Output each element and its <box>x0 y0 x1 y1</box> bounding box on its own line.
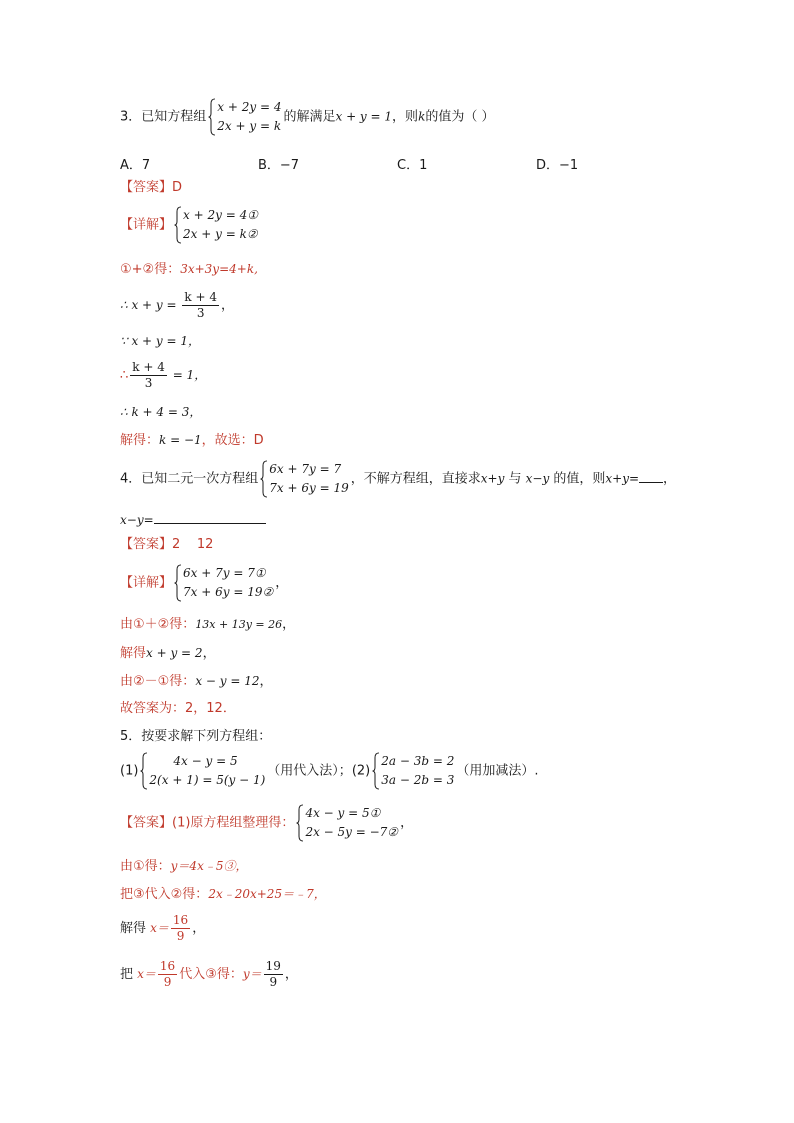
frac-num: 19 <box>265 959 281 973</box>
q3-step2-post: ， <box>220 298 234 313</box>
q3-step1 <box>120 260 258 279</box>
q4-step2-tail: ， <box>202 646 216 661</box>
q3-system <box>208 98 281 136</box>
q5-step4-x: x＝ <box>137 967 156 981</box>
answer-text: (1)原方程组整理得： <box>172 815 295 831</box>
q5-answer-system <box>296 804 398 842</box>
q4-xmy: x−y <box>525 471 550 486</box>
q3-detail-eq1: x + 2y = 4① <box>183 208 258 222</box>
q4-step2-expr: x + y = 2 <box>146 646 203 660</box>
q5-step1-label: 由①得： <box>120 859 171 874</box>
q3-option-a: A．7 <box>120 158 151 173</box>
q4-prefix: 4．已知二元一次方程组 <box>120 471 259 487</box>
brace-icon <box>260 460 268 498</box>
answer-value: D <box>172 180 183 195</box>
fraction <box>264 959 283 990</box>
q4-step4-text: 故答案为：2，12． <box>120 701 236 716</box>
q4-system <box>260 460 348 498</box>
q5-part2-system <box>372 752 454 790</box>
q4-step1-label: 由①＋②得： <box>120 617 196 632</box>
q3-step5-expr: ∴ k + 4 = 3， <box>120 405 202 419</box>
q5-step3-label: 解得 <box>120 921 151 936</box>
q3-eq2: 2x + y = k <box>217 119 282 133</box>
q4-step1-tail: ， <box>282 617 296 632</box>
q3-option-c: C．1 <box>397 158 428 173</box>
q4-eq2: 7x + 6y = 19 <box>269 481 349 495</box>
q5-step4-label: 把 <box>120 967 138 982</box>
q5-part1-eq1: 4x − y = 5 <box>173 754 238 768</box>
q5-answer-eq2: 2x − 5y = −7② <box>305 825 399 839</box>
brace-icon <box>208 98 216 136</box>
q4-xmy2: x−y= <box>120 513 154 527</box>
frac-num: 16 <box>159 959 176 973</box>
answer-label: 【答案】 <box>120 537 173 552</box>
frac-den: 9 <box>269 975 278 989</box>
q3-step4 <box>120 360 206 391</box>
q3-condition: x + y = 1 <box>335 109 393 124</box>
q4-step1-expr: 13x + 13y = 26 <box>195 618 283 631</box>
q4-end: ， <box>663 471 677 487</box>
q5-answer <box>120 804 413 842</box>
q3-step5 <box>120 403 201 422</box>
q3-tail1: ，则 <box>392 109 419 125</box>
q5-step2 <box>120 885 326 904</box>
q3-step6-expr: k = −1 <box>159 433 202 447</box>
q5-step1 <box>120 857 247 876</box>
q3-step4-post: = 1， <box>168 368 207 382</box>
detail-label: 【详解】 <box>120 217 173 233</box>
frac-num: 16 <box>172 913 189 927</box>
brace-icon <box>140 752 148 790</box>
q5-title <box>120 728 271 746</box>
q5-answer-eq1: 4x − y = 5① <box>305 806 381 820</box>
fraction <box>182 290 219 321</box>
q3-step1-label: ①+②得： <box>120 262 181 277</box>
q4-detail-comma: ， <box>275 575 289 591</box>
q5-step4-tail: ， <box>284 967 298 982</box>
q3-step4-pre: ∴ <box>120 368 129 383</box>
q5-step3-tail: ， <box>192 921 206 936</box>
q4-xpy2: x+y= <box>605 471 640 486</box>
frac-den: 9 <box>163 975 172 989</box>
q3-step6 <box>120 431 264 450</box>
q3-detail-system <box>174 206 258 244</box>
brace-icon <box>372 752 380 790</box>
q4-mid2: 的值，则 <box>549 471 606 487</box>
q3-eq1: x + 2y = 4 <box>217 100 282 114</box>
q4-detail-eq1: 6x + 7y = 7① <box>183 566 266 580</box>
q4-detail-eq2: 7x + 6y = 19② <box>183 585 274 599</box>
q3-tail2: 的值为（ ） <box>425 109 495 125</box>
q3-mid: 的解满足 <box>283 109 336 125</box>
q5-part2-note: （用加减法）. <box>456 763 539 779</box>
brace-icon <box>174 564 182 602</box>
q5-part1-system <box>140 752 265 790</box>
answer-label: 【答案】 <box>120 180 173 195</box>
brace-icon <box>174 206 182 244</box>
q4-step3-expr: x − y = 12 <box>195 674 260 688</box>
q5-part1-note: （用代入法）； <box>267 763 352 779</box>
frac-den: 3 <box>144 376 153 390</box>
q4-eq1: 6x + 7y = 7 <box>269 462 342 476</box>
q4-stem-line2 <box>120 510 266 530</box>
q5-part2-label: (2) <box>351 763 371 779</box>
q5-title-text: 5．按要求解下列方程组： <box>120 729 272 744</box>
q4-step2-label: 解得 <box>120 646 147 661</box>
q4-detail-system <box>174 564 273 602</box>
q5-step3 <box>120 913 205 944</box>
fraction <box>130 360 167 391</box>
q4-step3-tail: ， <box>259 674 273 689</box>
q5-part1-label: (1) <box>120 763 139 779</box>
q3-detail <box>120 206 260 244</box>
q5-part2-eq1: 2a − 3b = 2 <box>381 754 455 768</box>
q5-answer-comma: ， <box>400 815 414 831</box>
q4-step3 <box>120 672 273 691</box>
q4-mid: ，不解方程组，直接求 <box>350 471 481 487</box>
q3-step6-tail: ，故选：D <box>201 433 264 448</box>
q4-step4 <box>120 700 236 718</box>
q3-step2 <box>120 290 234 321</box>
q5-step1-expr: y＝4x﹣5③， <box>170 859 248 873</box>
answer-label: 【答案】 <box>120 815 173 831</box>
q3-detail-eq2: 2x + y = k② <box>183 227 258 241</box>
q5-step3-x: x＝ <box>150 921 169 935</box>
q4-stem <box>120 460 676 498</box>
q3-prefix: 3．已知方程组 <box>120 109 207 125</box>
q3-step1-expr: 3x+3y=4+k, <box>180 262 258 276</box>
answer-value: 2 12 <box>172 537 214 552</box>
q3-option-d: D．−1 <box>536 158 579 173</box>
q3-step6-label: 解得： <box>120 433 160 448</box>
answer-blank <box>154 510 266 524</box>
detail-label: 【详解】 <box>120 575 173 591</box>
answer-blank <box>639 469 663 483</box>
frac-num: k + 4 <box>132 360 165 374</box>
frac-den: 3 <box>196 306 205 320</box>
q4-answer <box>120 536 213 554</box>
q4-step3-label: 由②－①得： <box>120 674 196 689</box>
q5-step4-mid: 代入③得： <box>179 967 243 982</box>
q4-step2 <box>120 644 216 663</box>
frac-den: 9 <box>176 929 185 943</box>
q4-detail <box>120 564 288 602</box>
q3-step3 <box>120 332 200 351</box>
q5-step2-expr: 2x﹣20x+25＝﹣7， <box>208 887 326 901</box>
q4-step1 <box>120 616 295 634</box>
q3-step2-pre: ∴ x + y = <box>120 298 181 312</box>
q4-and: 与 <box>504 471 526 487</box>
q5-step4-y: y＝ <box>242 967 262 981</box>
brace-icon <box>296 804 304 842</box>
q3-answer <box>120 179 182 197</box>
q4-xpy: x+y <box>480 471 505 486</box>
q3-stem <box>120 98 494 136</box>
q5-step4 <box>120 959 298 990</box>
q5-part2-eq2: 3a − 2b = 3 <box>381 773 455 787</box>
frac-num: k + 4 <box>184 290 217 304</box>
fraction <box>158 959 177 990</box>
q3-step3-expr: ∵ x + y = 1， <box>120 334 200 348</box>
q5-step2-label: 把③代入②得： <box>120 887 209 902</box>
q5-parts <box>120 752 538 790</box>
q5-part1-eq2: 2(x + 1) = 5(y − 1) <box>149 773 266 787</box>
q3-k: k <box>418 109 426 124</box>
q3-option-b: B．−7 <box>258 158 300 173</box>
fraction <box>171 913 190 944</box>
